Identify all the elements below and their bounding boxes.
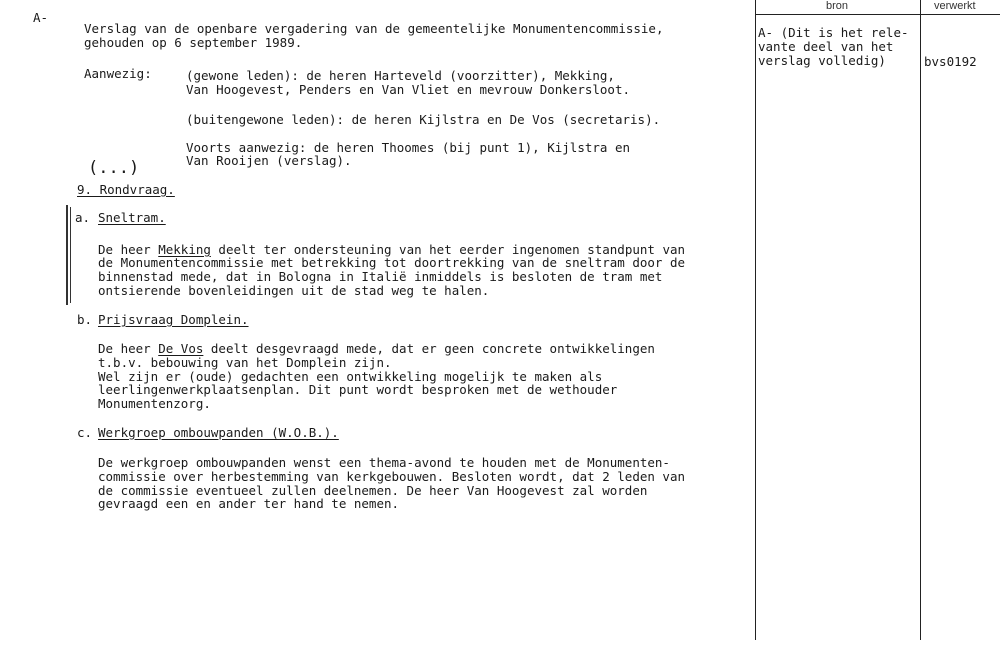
item-c-line-2: commissie over herbestemming van kerkgebouwen. Besloten wordt, dat 2 leden van bbox=[98, 469, 685, 484]
item-c-marker: c. bbox=[77, 425, 93, 440]
item-c-line-4: gevraagd een en ander ter hand te nemen. bbox=[98, 496, 400, 511]
item-a-line-1-pre: De heer bbox=[98, 242, 159, 257]
attendance-also-1: Voorts aanwezig: de heren Thoomes (bij punt 1), Kijlstra en bbox=[186, 140, 631, 155]
item-b-line-3: Wel zijn er (oude) gedachten een ontwikkeling mogelijk te maken als bbox=[98, 369, 603, 384]
person-de-vos: De Vos bbox=[158, 341, 204, 356]
item-b-heading: Prijsvraag Domplein. bbox=[98, 312, 249, 327]
attendance-also-2: Van Rooijen (verslag). bbox=[186, 153, 352, 168]
item-b-marker: b. bbox=[77, 312, 93, 327]
item-b-line-4: leerlingenwerkplaatsenplan. Dit punt wordt besproken met de wethouder bbox=[98, 382, 618, 397]
margin-bar-right bbox=[70, 207, 71, 303]
item-c-heading: Werkgroep ombouwpanden (W.O.B.). bbox=[98, 425, 339, 440]
sidebar-header-rule bbox=[755, 14, 1000, 15]
sidebar-left-border bbox=[755, 0, 756, 640]
attendance-regular-1: (gewone leden): de heren Harteveld (voorzitter), Mekking, bbox=[186, 68, 615, 83]
item-c-line-3: de commissie eventueel zullen deelnemen. De heer Van Hoogevest zal worden bbox=[98, 483, 648, 498]
title-line-1: Verslag van de openbare vergadering van de gemeentelijke Monumentencommissie, bbox=[84, 21, 664, 36]
ellipsis-marker: (...) bbox=[88, 158, 140, 178]
item-b-line-5: Monumentenzorg. bbox=[98, 396, 211, 411]
item-a-line-1-post: deelt ter ondersteuning van het eerder ingenomen standpunt van bbox=[210, 242, 686, 257]
item-c-line-1: De werkgroep ombouwpanden wenst een thema-avond te houden met de Monumenten- bbox=[98, 455, 670, 470]
item-b-line-1-post: deelt desgevraagd mede, dat er geen concrete ontwikkelingen bbox=[203, 341, 655, 356]
item-b-line-2: t.b.v. bebouwing van het Domplein zijn. bbox=[98, 355, 392, 370]
item-a-line-4: ontsierende bovenleidingen uit de stad weg te halen. bbox=[98, 283, 490, 298]
attendance-extra: (buitengewone leden): de heren Kijlstra en De Vos (secretaris). bbox=[186, 112, 661, 127]
item-a-marker: a. bbox=[75, 210, 91, 225]
item-b-line-1 bbox=[98, 342, 655, 355]
title-line-2: gehouden op 6 september 1989. bbox=[84, 35, 303, 50]
sidebar-note-2: vante deel van het bbox=[758, 39, 894, 54]
header-bron: bron bbox=[826, 0, 849, 12]
section-heading: 9. Rondvraag. bbox=[77, 182, 175, 197]
attendance-regular-2: Van Hoogevest, Penders en Van Vliet en mevrouw Donkersloot. bbox=[186, 82, 631, 97]
sidebar-divider bbox=[920, 0, 921, 640]
item-a-heading: Sneltram. bbox=[98, 210, 166, 225]
sidebar-note-1: A- (Dit is het rele- bbox=[758, 25, 909, 40]
margin-bar-left bbox=[66, 205, 68, 305]
item-a-line-3: binnenstad mede, dat in Bologna in Italië inmiddels is besloten de tram met bbox=[98, 269, 663, 284]
attendance-label: Aanwezig: bbox=[84, 66, 152, 81]
item-b-line-1-pre: De heer bbox=[98, 341, 159, 356]
sidebar-code: bvs0192 bbox=[924, 54, 977, 69]
header-verwerkt: verwerkt bbox=[934, 0, 976, 12]
sidebar-note-3: verslag volledig) bbox=[758, 53, 886, 68]
margin-label: A- bbox=[33, 10, 49, 25]
person-mekking: Mekking bbox=[158, 242, 211, 257]
item-a-line-2: de Monumentencommissie met betrekking tot doortrekking van de sneltram door de bbox=[98, 255, 685, 270]
